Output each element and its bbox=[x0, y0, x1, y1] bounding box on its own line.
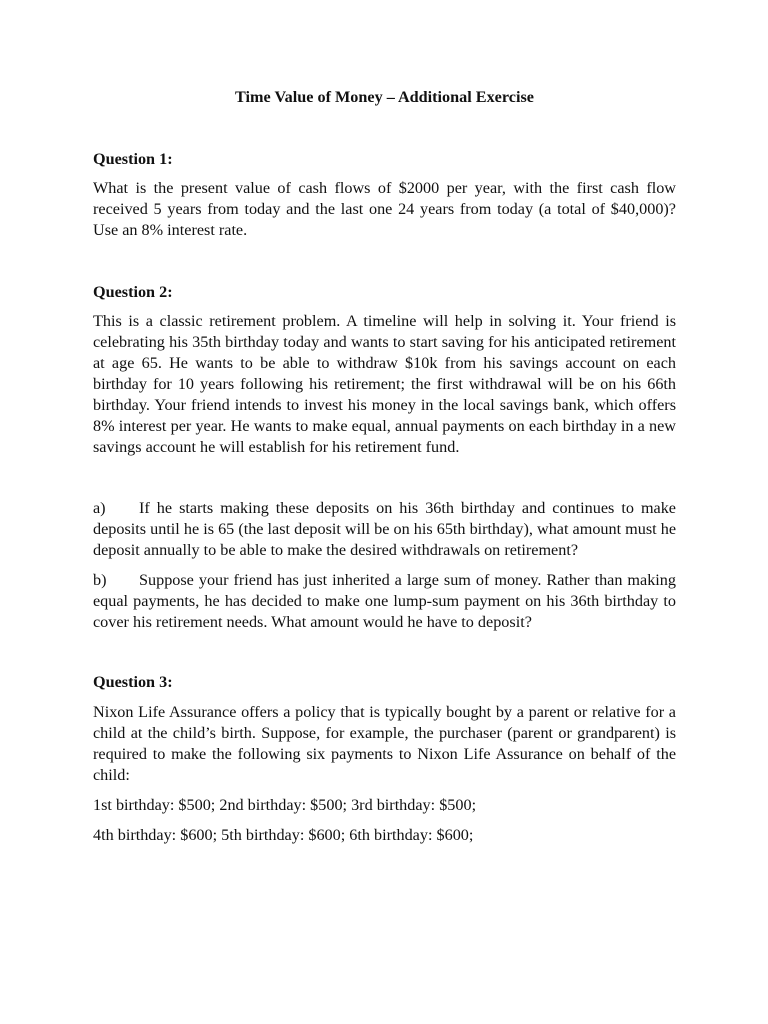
question-3-text: Nixon Life Assurance offers a policy that is typically bought by a parent or relative for a child at the child’s birth. Suppose, for example, the purchaser (parent or grandparent) is required to make the following six payments to Nixon Life Assurance on behalf of the child: bbox=[93, 703, 676, 784]
document-title: Time Value of Money – Additional Exercise bbox=[235, 88, 534, 106]
question-2-part-a bbox=[93, 498, 676, 561]
question-2-heading: Question 2: bbox=[93, 283, 173, 301]
part-b-text: Suppose your friend has just inherited a large sum of money. Rather than making equal payments, he has decided to make one lump-sum payment on his 36th birthday to cover his retirement needs. What amount would he have to deposit? bbox=[93, 571, 676, 631]
question-1 bbox=[93, 148, 676, 241]
question-2 bbox=[93, 281, 676, 633]
question-2-part-b bbox=[93, 570, 676, 633]
question-3 bbox=[93, 671, 676, 846]
part-a-text: If he starts making these deposits on his 36th birthday and continues to make deposits until he is 65 (the last deposit will be on his 65th birthday), what amount must he deposit annually to be able to make the desired withdrawals on retirement? bbox=[93, 499, 676, 559]
question-3-heading: Question 3: bbox=[93, 673, 173, 691]
part-b-label: b) bbox=[93, 571, 107, 589]
question-1-text: What is the present value of cash flows of $2000 per year, with the first cash flow received 5 years from today and the last one 24 years from today (a total of $40,000)? Use an 8% interest rate. bbox=[93, 179, 676, 239]
part-a-label: a) bbox=[93, 499, 106, 517]
question-2-text: This is a classic retirement problem. A timeline will help in solving it. Your friend is celebrating his 35th birthday today and wants to start saving for his anticipated retirement at age 65. He wants to be able to withdraw $10k from his savings account on each birthday for 10 years following his retirement; the first withdrawal will be on his 66th birthday. Your friend intends to invest his money in the local savings bank, which offers 8% interest per year. He wants to make equal, annual payments on each birthday in a new savings account he will establish for his retirement fund. bbox=[93, 312, 676, 456]
document-page bbox=[93, 86, 676, 846]
question-1-heading: Question 1: bbox=[93, 150, 173, 168]
payment-schedule-line: 1st birthday: $500; 2nd birthday: $500; 3rd birthday: $500; bbox=[93, 796, 477, 814]
payment-schedule-line: 4th birthday: $600; 5th birthday: $600; 6th birthday: $600; bbox=[93, 826, 474, 844]
